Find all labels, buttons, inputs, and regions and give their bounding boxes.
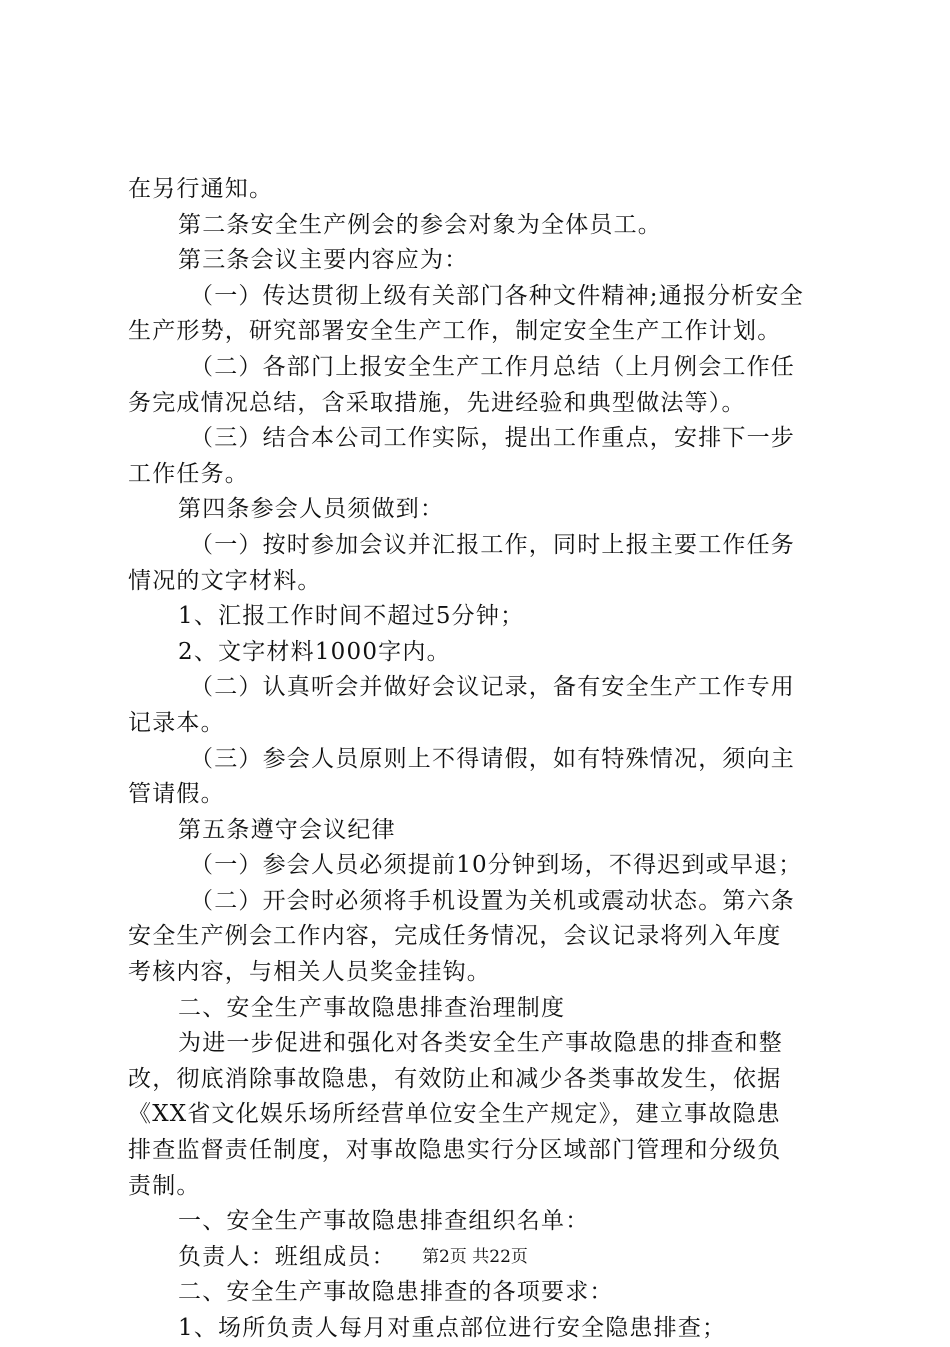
paragraph-line: （二）各部门上报安全生产工作月总结（上月例会工作任 <box>190 353 795 380</box>
paragraph-line: 《XX省文化娱乐场所经营单位安全生产规定》，建立事故隐患 <box>128 1101 781 1128</box>
section-heading: 二、安全生产事故隐患排查的各项要求： <box>178 1279 614 1306</box>
paragraph-line: （二）认真听会并做好会议记录，备有安全生产工作专用 <box>190 674 795 701</box>
paragraph-line: （三）参会人员原则上不得请假，如有特殊情况，须向主 <box>190 745 795 772</box>
paragraph-line: （二）开会时必须将手机设置为关机或震动状态。第六条 <box>190 887 795 914</box>
paragraph-line: 考核内容，与相关人员奖金挂钩。 <box>128 959 491 986</box>
paragraph-line: （一）按时参加会议并汇报工作，同时上报主要工作任务 <box>190 531 795 558</box>
paragraph-line: 1、场所负责人每月对重点部位进行安全隐患排查； <box>178 1315 727 1341</box>
paragraph-line: 第二条安全生产例会的参会对象为全体员工。 <box>178 211 662 238</box>
paragraph-line: 排查监督责任制度，对事故隐患实行分区域部门管理和分级负 <box>128 1137 782 1164</box>
paragraph-line: 第三条会议主要内容应为： <box>178 247 469 274</box>
paragraph-line: 记录本。 <box>128 709 225 736</box>
paragraph-line: 生产形势，研究部署安全生产工作，制定安全生产工作计划。 <box>128 318 782 345</box>
paragraph-line: 第四条参会人员须做到： <box>178 496 445 523</box>
page-number-footer: 第2页 共22页 <box>422 1247 528 1267</box>
paragraph-line: 管请假。 <box>128 781 225 808</box>
paragraph-line: 工作任务。 <box>128 460 249 487</box>
paragraph-line: 2、文字材料1000字内。 <box>178 638 451 665</box>
document-body <box>128 172 832 1347</box>
section-heading: 二、安全生产事故隐患排查治理制度 <box>178 994 566 1021</box>
paragraph-line: 为进一步促进和强化对各类安全生产事故隐患的排查和整 <box>178 1030 783 1057</box>
paragraph-line: （三）结合本公司工作实际，提出工作重点，安排下一步 <box>190 425 795 452</box>
paragraph-line: 负责人：班组成员： <box>178 1243 396 1270</box>
paragraph-line: 责制。 <box>128 1172 201 1199</box>
paragraph-line: 在另行通知。 <box>128 176 274 202</box>
paragraph-line: 第五条遵守会议纪律 <box>178 816 396 843</box>
paragraph-line: （一）参会人员必须提前10分钟到场，不得迟到或早退； <box>190 852 803 879</box>
paragraph-line: 1、汇报工作时间不超过5分钟； <box>178 603 525 630</box>
paragraph-line: 情况的文字材料。 <box>128 567 322 594</box>
paragraph-line: 改，彻底消除事故隐患，有效防止和减少各类事故发生，依据 <box>128 1065 782 1092</box>
paragraph-line: 安全生产例会工作内容，完成任务情况，会议记录将列入年度 <box>128 923 782 950</box>
section-heading: 一、安全生产事故隐患排查组织名单： <box>178 1208 590 1235</box>
paragraph-line: （一）传达贯彻上级有关部门各种文件精神;通报分析安全 <box>190 282 804 309</box>
paragraph-line: 务完成情况总结，含采取措施，先进经验和典型做法等）。 <box>128 389 746 416</box>
